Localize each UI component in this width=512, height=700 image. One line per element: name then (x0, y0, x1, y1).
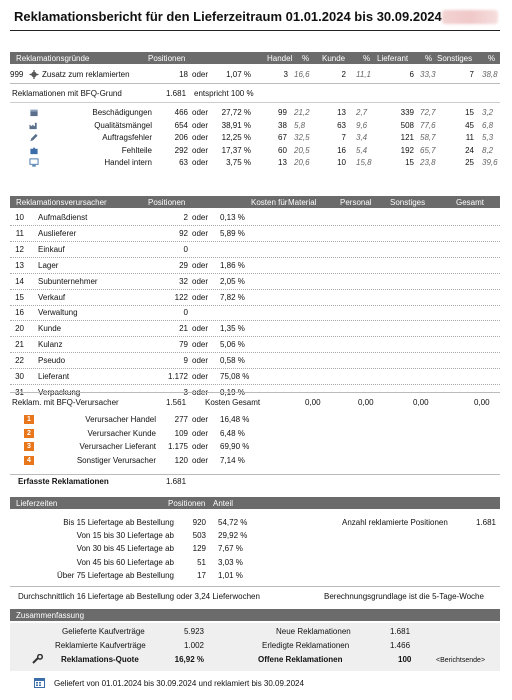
causer-percent: 7,82 % (220, 292, 245, 302)
average-delivery: Durchschnittlich 16 Liefertage ab Bestellung oder 3,24 Lieferwochen (18, 592, 260, 601)
reason-percent: 12,25 % (221, 133, 251, 142)
handel-count: 67 (278, 133, 287, 142)
col-sonstiges-pct: % (488, 54, 496, 63)
delivery-label: Bis 15 Liefertage ab Bestellung (63, 518, 174, 527)
section-delivery-header (10, 497, 500, 509)
kunde-count: 7 (341, 133, 346, 142)
causer-code: 12 (15, 244, 24, 254)
kunde-percent: 9,6 (356, 120, 368, 130)
delivery-label: Von 45 bis 60 Liefertage ab (76, 557, 174, 567)
col-delivery: Lieferzeiten (16, 499, 58, 508)
causer-percent: 2,05 % (220, 276, 245, 286)
delivery-positions: 920 (192, 518, 206, 527)
sonstiges-count: 11 (465, 133, 474, 142)
kunde-percent: 15,8 (356, 158, 372, 167)
reason-label: Auftragsfehler (102, 133, 152, 142)
causer-label: Einkauf (38, 244, 65, 254)
row-divider (10, 241, 500, 242)
report-page: Reklamationsbericht für den Lieferzeitraum 01.01.2024 bis 30.09.2024 Reklamationsgründe Positionen Handel % Kunde % Lieferant % Sonstiges % 999 Zusatz zum reklamierten 18 oder 1,07 % 3 16,6 2 11,1 6 33,3 7 38,8 Reklamationen mit BFQ-Grund 1.681 entspricht 100 % Beschädigungen 466 oder 27,72 % 99 21,2 13 2,7 339 72,7 15 3,2 Qualitätsmängel 654 oder 38,91 % 38 5,8 63 9,6 508 77,6 45 6,8 Auftragsfehler 206 oder 12,25 % 67 32,5 7 3,4 121 58,7 11 5,3 Fehlteile 292 oder 17,37 % 60 20,5 16 5,4 192 65,7 24 8,2 Handel intern 63 oder 3,75 % 13 20,6 10 15,8 15 23,8 25 39,6 Reklamationsverursacher Positionen Kosten für Material Personal Sonstiges Gesamt 10 Aufmaßdienst 2 oder 0,13 % 11 Auslieferer 92 oder 5,89 % 12 Einkauf 0 13 Lager 29 oder 1,86 % 14 Subunternehmer 32 oder 2,05 % 15 Verkauf 122 oder 7,82 % 16 Verwaltung 0 20 Kunde 21 oder 1,35 % 21 Kulanz 79 oder 5,06 % 22 Pseudo 9 oder 0,58 % 30 Lieferant 1.172 oder 75,08 % Reklam. mit BFQ-Verursacher 1.561 Kosten Gesamt 0,00 0,00 0,00 0,00 1 Verursacher Handel 277 oder 16,48 % 2 Verursacher Kunde 109 oder 6,48 % 3 Verursacher Lieferant 1.175 oder 69,90 % 4 Sonstiger Verursacher 120 oder 7,14 % Erfasste Reklamationen 1.681 Lieferzeiten Positionen Anteil Bis 15 Liefertage ab Bestellung 920 54,72 % Von 15 bis 30 Liefertage ab 503 29,92 % Von 30 bis 45 Liefertage ab 129 7,67 % Von 45 bis 60 Liefertage ab 51 3,03 % Über 75 Liefertage ab Bestellung 17 1,01 % Anzahl reklamierte Positionen 1.681 Durchschnittlich 16 Liefertage ab Bestellung oder 3,24 Lieferwochen Berechnungsgrundlage ist die 5-Tage-Woche Zusammenfassung Gelieferte Kaufverträge 5.923 Reklamierte Kaufverträge 1.002 Reklamations-Quote 16,92 % Neue Reklamationen 1.681 Erledigte Reklamationen 1.466 Offene Reklamationen 100 <Berichtsende> Geliefert von 01.01.2024 bis 30.09.2024 und reklamiert bis 30.09.2024 (0, 0, 512, 700)
causer-label: Aufmaßdienst (38, 213, 88, 222)
causer-label: Verwaltung (38, 308, 78, 318)
causer-code: 30 (15, 372, 24, 381)
group-label: Sonstiger Verursacher (76, 455, 156, 465)
delivery-label: Von 15 bis 30 Liefertage ab (76, 531, 174, 541)
title-rule (10, 30, 500, 31)
report-end-link[interactable]: <Berichtsende> (436, 657, 486, 664)
sonstiges-percent: 39,6 (482, 158, 498, 167)
causer-label: Auslieferer (38, 228, 77, 238)
group-label: Verursacher Handel (85, 415, 156, 424)
causer-code: 22 (15, 356, 24, 366)
delivery-label: Über 75 Liefertage ab Bestellung (57, 570, 174, 580)
group-percent: 69,90 % (220, 442, 250, 451)
causer-percent: 1,86 % (220, 260, 245, 270)
row-divider (10, 305, 500, 306)
col-sonstiges: Sonstiges (437, 54, 473, 63)
reason-label: Handel intern (104, 158, 152, 167)
group-percent: 16,48 % (220, 415, 250, 424)
causer-code: 21 (15, 340, 24, 350)
group-positions: 109 (174, 428, 188, 438)
col-cost-for: Kosten für (251, 198, 288, 207)
reason-positions: 292 (174, 145, 188, 155)
wrench-icon (32, 654, 44, 664)
count-value: 1.681 (475, 518, 496, 527)
delivery-positions: 51 (197, 557, 206, 567)
row-divider (10, 352, 500, 353)
kunde-percent: 5,4 (356, 145, 368, 155)
count-label: Anzahl reklamierte Positionen (342, 518, 448, 527)
row-divider (10, 320, 500, 321)
col-lieferant: Lieferant (377, 54, 409, 63)
col-personal: Personal (340, 198, 372, 207)
causer-percent: 75,08 % (220, 372, 250, 381)
lieferant-count: 192 (400, 145, 414, 155)
divider (10, 586, 500, 587)
section-causers-header (10, 196, 500, 208)
kunde-percent: 3,4 (356, 133, 368, 142)
reason-percent: 17,37 % (221, 145, 251, 155)
delivery-positions: 129 (192, 544, 206, 554)
handel-count: 99 (278, 108, 287, 117)
calendar-icon (34, 677, 45, 688)
row-divider (10, 273, 500, 274)
group-positions: 1.175 (167, 442, 188, 451)
sonstiges-percent: 3,2 (482, 108, 494, 117)
lieferant-percent: 72,7 (420, 108, 436, 117)
col-gesamt: Gesamt (456, 198, 485, 207)
causer-label: Kunde (38, 324, 62, 334)
reason-percent: 3,75 % (226, 158, 251, 167)
handel-count: 13 (278, 158, 287, 167)
footer-note: Geliefert von 01.01.2024 bis 30.09.2024 und reklamiert bis 30.09.2024 (54, 679, 304, 688)
causer-label: Kulanz (38, 340, 63, 350)
calc-basis: Berechnungsgrundlage ist die 5-Tage-Woche (324, 592, 484, 601)
kunde-count: 10 (337, 158, 346, 167)
handel-percent: 20,5 (294, 145, 310, 155)
delivery-share: 1,01 % (218, 570, 243, 580)
group-number-icon: 2 (24, 429, 34, 438)
row-divider (10, 289, 500, 290)
handel-percent: 20,6 (294, 158, 310, 167)
row-divider (10, 257, 500, 258)
causer-percent: 5,06 % (220, 340, 245, 350)
delivery-share: 7,67 % (218, 544, 243, 554)
col-kunde-pct: % (363, 54, 371, 63)
lieferant-count: 508 (400, 120, 414, 130)
causer-code: 14 (15, 276, 24, 286)
causer-positions: 79 (179, 340, 188, 350)
col-positions: Positionen (168, 499, 206, 508)
delivery-label: Von 30 bis 45 Liefertage ab (76, 544, 174, 554)
reason-percent: 27,72 % (221, 108, 251, 117)
group-number-icon: 3 (24, 442, 34, 451)
causer-code: 11 (15, 228, 24, 238)
kunde-count: 13 (337, 108, 346, 117)
row-divider (10, 336, 500, 337)
lieferant-count: 15 (405, 158, 414, 167)
lieferant-percent: 58,7 (420, 133, 436, 142)
group-label: Verursacher Kunde (87, 428, 156, 438)
causer-label: Subunternehmer (38, 276, 98, 286)
causer-code: 13 (15, 260, 24, 270)
delivery-share: 3,03 % (218, 557, 243, 567)
causer-positions: 122 (174, 292, 188, 302)
sonstiges-count: 45 (465, 120, 474, 130)
group-percent: 7,14 % (220, 455, 245, 465)
section-reasons-header (10, 52, 500, 64)
reason-positions: 466 (174, 108, 188, 117)
reason-label: Qualitätsmängel (94, 120, 152, 130)
divider (10, 474, 500, 475)
reason-percent: 38,91 % (221, 120, 251, 130)
sonstiges-percent: 6,8 (482, 120, 494, 130)
causer-percent: 0,13 % (220, 213, 245, 222)
col-handel-pct: % (302, 54, 310, 63)
causer-positions: 1.172 (167, 372, 188, 381)
sonstiges-percent: 8,2 (482, 145, 494, 155)
causer-positions: 2 (183, 213, 188, 222)
reason-positions: 63 (179, 158, 188, 167)
causer-code: 15 (15, 292, 24, 302)
sonstiges-count: 25 (465, 158, 474, 167)
delivery-share: 54,72 % (218, 518, 248, 527)
causer-code: 10 (15, 213, 24, 222)
gear-icon (29, 70, 39, 79)
lieferant-count: 121 (400, 133, 414, 142)
group-number-icon: 4 (24, 456, 34, 465)
divider (10, 102, 500, 103)
box-icon (29, 108, 39, 117)
causer-label: Lieferant (38, 372, 70, 381)
kunde-count: 63 (337, 120, 346, 130)
reason-label: Beschädigungen (92, 108, 152, 117)
col-causer: Reklamationsverursacher (16, 198, 107, 207)
causer-positions: 92 (179, 228, 188, 238)
causer-label: Lager (38, 260, 59, 270)
sonstiges-count: 15 (465, 108, 474, 117)
kunde-count: 16 (337, 145, 346, 155)
causer-label: Pseudo (38, 356, 66, 366)
delivery-share: 29,92 % (218, 531, 248, 541)
causer-positions: 9 (183, 356, 188, 366)
sonstiges-percent: 5,3 (482, 133, 494, 142)
reason-label: Fehlteile (121, 145, 152, 155)
causer-positions: 0 (183, 244, 188, 254)
row-divider (10, 368, 500, 369)
puzzle-icon (29, 146, 39, 155)
causer-positions: 32 (179, 276, 188, 286)
group-number-icon: 1 (24, 415, 34, 424)
causer-percent: 1,35 % (220, 324, 245, 334)
causer-label: Verkauf (38, 292, 66, 302)
col-positions: Positionen (148, 198, 186, 207)
handel-percent: 5,8 (294, 120, 306, 130)
sonstiges-count: 24 (465, 145, 474, 155)
row-divider (10, 384, 500, 385)
causer-code: 16 (15, 308, 24, 318)
handel-count: 60 (278, 145, 287, 155)
reason-positions: 654 (174, 120, 188, 130)
group-percent: 6,48 % (220, 428, 245, 438)
delivery-positions: 17 (197, 570, 206, 580)
handel-percent: 32,5 (294, 133, 310, 142)
section-summary-header: Zusammenfassung (10, 609, 500, 621)
lieferant-percent: 65,7 (420, 145, 436, 155)
kunde-percent: 2,7 (356, 108, 368, 117)
handel-count: 38 (278, 120, 287, 130)
reason-positions: 206 (174, 133, 188, 142)
col-handel: Handel (267, 54, 293, 63)
group-positions: 120 (174, 455, 188, 465)
col-positions: Positionen (148, 54, 186, 63)
col-share: Anteil (213, 499, 234, 508)
causer-code: 20 (15, 324, 24, 334)
lieferant-count: 339 (400, 108, 414, 117)
causer-positions: 21 (179, 324, 188, 334)
col-sonstiges: Sonstiges (390, 198, 426, 207)
divider (10, 392, 500, 393)
causer-positions: 0 (183, 308, 188, 318)
causer-positions: 29 (179, 260, 188, 270)
factory-icon (29, 121, 39, 130)
handel-percent: 21,2 (294, 108, 310, 117)
pen-icon (29, 133, 39, 142)
row-divider (10, 225, 500, 226)
col-material: Material (288, 198, 317, 207)
col-lieferant-pct: % (425, 54, 433, 63)
col-kunde: Kunde (322, 54, 346, 63)
group-positions: 277 (174, 415, 188, 424)
report-title: Reklamationsbericht für den Lieferzeitraum 01.01.2024 bis 30.09.2024 (14, 9, 442, 24)
lieferant-percent: 23,8 (420, 158, 436, 167)
lieferant-percent: 77,6 (420, 120, 436, 130)
divider (10, 83, 500, 84)
col-reasons: Reklamationsgründe (16, 54, 90, 63)
monitor-icon (29, 158, 39, 167)
group-label: Verursacher Lieferant (79, 442, 156, 451)
causer-percent: 0,58 % (220, 356, 245, 366)
delivery-positions: 503 (192, 531, 206, 541)
causer-percent: 5,89 % (220, 228, 245, 238)
redacted-logo (442, 10, 498, 24)
